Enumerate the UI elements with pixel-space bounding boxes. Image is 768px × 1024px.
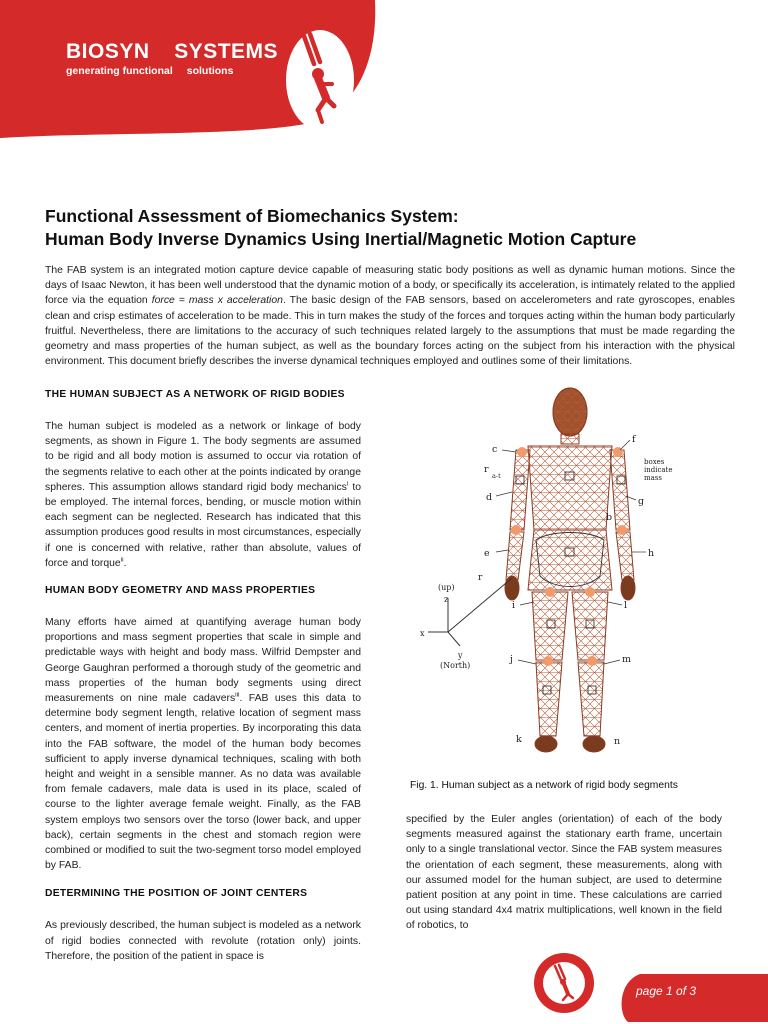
left-column <box>45 389 361 964</box>
section3-heading: DETERMINING THE POSITION OF JOINT CENTERS <box>45 888 308 900</box>
label-f: f <box>632 434 636 445</box>
body-segment-figure <box>410 380 730 772</box>
section2-heading: HUMAN BODY GEOMETRY AND MASS PROPERTIES <box>45 585 316 597</box>
label-i: i <box>512 600 516 611</box>
brand-name-part1: BIOSYN <box>66 40 150 63</box>
brand-tagline-part1: generating functional <box>66 65 173 77</box>
label-c: c <box>492 444 498 455</box>
figure-caption: Fig. 1. Human subject as a network of rigid body segments <box>410 780 678 791</box>
section3-paragraph-right: specified by the Euler angles (orientation) of each of the body segments measured against the stationary earth frame, uncertain only to a single translational vector. Since the FAB system measures the orientation of each segment, these measurements, along with our assumed model for the human subject, are used to determine patient position at any point in time. These calculations are carried out using standard 4x4 matrix multiplications, well known in the field of robotics, to <box>406 814 722 932</box>
label-m: m <box>622 654 632 665</box>
label-indicate: indicate <box>644 466 673 474</box>
brand-tagline-part2: solutions <box>186 65 234 77</box>
label-h: h <box>648 548 655 559</box>
intro-text-1: The FAB system is an integrated motion capture device capable of measuring static body positions as well as dynamic human motions. Since the days of Isaac Newton, it has been well understood that the dynamic motion of a body, or specifically its acceleration, is intimately related to the applied force via the equation <box>45 265 736 307</box>
footer-band <box>618 974 768 1022</box>
title-line-1: Functional Assessment of Biomechanics System: <box>45 206 459 226</box>
label-y: y <box>458 651 463 660</box>
label-e: e <box>484 548 490 559</box>
footer-logo-icon <box>533 952 595 1014</box>
diver-figure-icon <box>282 22 356 132</box>
label-k: k <box>516 734 522 745</box>
section1-paragraph <box>45 419 361 571</box>
label-up: (up) <box>438 583 455 592</box>
section2-ref: iii <box>235 691 240 699</box>
label-d: d <box>486 492 493 503</box>
label-g: g <box>638 496 645 507</box>
section1-ref-1: i <box>346 480 349 488</box>
section1-text-1: The human subject is modeled as a network or linkage of body segments, as shown in Figure 1. The body segments are assumed to be rigid and all body motion is assumed to occur via rotation of the segments relative to each other at the points indicated by orange spheres. This assumption allows standard rigid body mechanics <box>45 421 361 493</box>
page-number: page 1 of 3 <box>636 984 697 998</box>
section3-paragraph-left: As previously described, the human subject is modeled as a network of rigid bodies connected with revolute (rotation only) joints. Therefore, the position of the patient in space is <box>45 920 361 962</box>
intro-equation: force = mass x acceleration <box>151 295 283 307</box>
label-r-b: r <box>478 573 483 583</box>
brand-name-part2: SYSTEMS <box>174 40 279 63</box>
section1-ref-2: ii <box>120 556 124 564</box>
section2-paragraph <box>45 615 361 873</box>
header-band <box>0 0 768 160</box>
label-x: x <box>420 629 425 638</box>
label-mass: mass <box>644 474 662 482</box>
human-mesh-body <box>505 388 635 752</box>
label-b: b <box>606 512 613 523</box>
label-j: j <box>510 654 513 665</box>
label-north: (North) <box>440 661 471 670</box>
brand-name <box>66 40 278 64</box>
label-n: n <box>614 736 621 747</box>
label-boxes: boxes <box>644 458 665 466</box>
label-z: z <box>444 595 449 604</box>
label-a-t: a-t <box>492 472 501 480</box>
document-title <box>45 205 735 251</box>
label-l: l <box>624 600 628 611</box>
section2-text-2: . FAB uses this data to determine body segment length, relative location of segment mass centers, and moment of inertia properties. By incorporating this data into the FAB software, the model of the human body becomes sufficient to apply inverse dynamical techniques, scaling with both height and weight in a sensible manner. As no data was available from female cadavers, male data is used in its place, scaled of course to the lighter average female weight. Finally, as the FAB system employs two sensors over the torso (lower back, and upper back), certain segments in the chest and stomach region were combined or modified to suit the two-segment torso model employed by FAB. <box>45 693 361 872</box>
brand-logo <box>66 40 278 77</box>
section1-text-2: to be employed. The internal forces, bending, or muscle motion within each segment can be neglected. Research has indicated that this assumption produces good results in most circumstances, especially if one is concerned with relative, rather than absolute, values of force and torque <box>45 481 361 569</box>
brand-tagline <box>66 65 278 77</box>
title-line-2: Human Body Inverse Dynamics Using Inertial/Magnetic Motion Capture <box>45 229 637 249</box>
intro-text-2: . The basic design of the FAB sensors, based on accelerometers and rate gyroscopes, enables clean and crisp estimates of acceleration to be made. This in turn makes the study of the forces and torques acting within the human body particularly fruitful. Nevertheless, there are limitations to the accuracy of such techniques related largely to the assumptions that must be made regarding the geometry and mass properties of the human subject, as well as the boundary forces acting on the subject from his interaction with the physical environment. This document briefly describes the inverse dynamical techniques employed and outlines some of their limitations. <box>45 295 736 368</box>
section2-text-1: Many efforts have aimed at quantifying average human body proportions and mass segment properties that scale in simple and predictable ways with height and body mass. Wilfrid Dempster and George Gaughran performed a thorough study of the geometric and mass properties of the human body segments using direct measurements on nine male cadavers <box>45 617 361 705</box>
section1-text-3: . <box>123 557 127 569</box>
intro-paragraph <box>45 263 735 369</box>
section1-heading: THE HUMAN SUBJECT AS A NETWORK OF RIGID BODIES <box>45 389 345 400</box>
right-column <box>406 812 722 934</box>
label-r: r <box>484 464 489 475</box>
